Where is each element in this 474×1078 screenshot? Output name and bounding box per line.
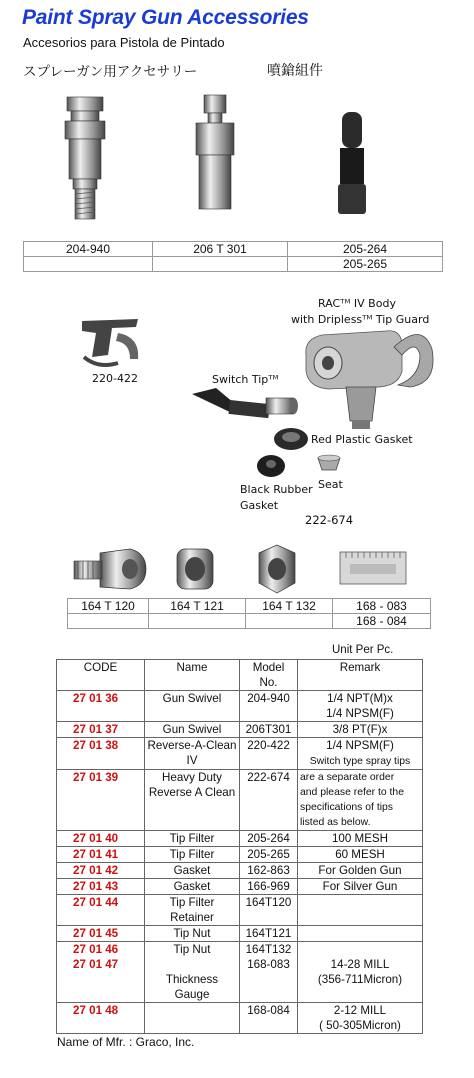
name-line: Reverse A Clean [148, 786, 236, 799]
tip-filter-retainer-image [70, 545, 150, 595]
table-row [57, 770, 423, 831]
remark-cell [298, 942, 423, 1003]
table-row [57, 847, 423, 863]
model-cell: 204-940 [240, 691, 298, 722]
remark-cell [298, 738, 423, 770]
part-number-cell [246, 614, 333, 629]
model-line: 168-083 [247, 958, 290, 971]
manufacturer-note: Name of Mfr. : Graco, Inc. [57, 1035, 195, 1049]
remark-cell: For Silver Gun [298, 879, 423, 895]
header-remark: Remark [298, 660, 423, 691]
table-row [57, 863, 423, 879]
table-row [57, 1003, 423, 1034]
model-cell [240, 942, 298, 1003]
table-row [57, 895, 423, 926]
unit-note: Unit Per Pc. [332, 644, 394, 656]
rac-body-label-1: RACᵀᴹ IV Body [318, 297, 396, 310]
code-line: 27 01 46 [73, 943, 119, 956]
header-code: CODE [57, 660, 145, 691]
page-title: Paint Spray Gun Accessories [22, 6, 309, 29]
remark-line: are a separate order [300, 772, 395, 783]
table-row [57, 879, 423, 895]
code-cell: 27 01 44 [57, 895, 145, 926]
remark-line: 1/4 NPSM(F) [326, 739, 394, 752]
top-part-numbers-table [23, 241, 443, 272]
remark-line: Switch type spray tips [309, 756, 411, 767]
name-line: Thickness Gauge [165, 973, 219, 1001]
remark-line: 1/4 NPSM(F) [326, 707, 394, 720]
spec-table [56, 659, 423, 1034]
model-cell: 206T301 [240, 722, 298, 738]
part-number-cell: 206 T 301 [153, 242, 288, 257]
name-cell: Tip Nut [145, 926, 240, 942]
part-number-cell: 204-940 [24, 242, 153, 257]
remark-line: (356-711Micron) [317, 973, 403, 986]
remark-cell: 100 MESH [298, 831, 423, 847]
model-cell: 205-265 [240, 847, 298, 863]
name-cell [145, 770, 240, 831]
code-cell: 27 01 41 [57, 847, 145, 863]
code-cell: 27 01 45 [57, 926, 145, 942]
name-cell: Tip Filter [145, 831, 240, 847]
remark-line: listed as below. [300, 817, 371, 828]
part-number-cell: 205-265 [288, 257, 443, 272]
name-line: Tip Nut [173, 943, 211, 956]
table-row [57, 831, 423, 847]
table-row [57, 926, 423, 942]
name-cell: Tip Filter [145, 847, 240, 863]
header-model-line1: Model [252, 661, 285, 674]
code-line: 27 01 47 [73, 958, 119, 971]
code-cell: 27 01 39 [57, 770, 145, 831]
remark-cell: 3/8 PT(F)x [298, 722, 423, 738]
remark-cell [298, 926, 423, 942]
black-gasket-label-2: Gasket [240, 499, 279, 512]
part-number-cell: 164 T 132 [246, 599, 333, 614]
switch-tip-label: Switch Tipᵀᴹ [212, 373, 279, 386]
remark-cell: For Golden Gun [298, 863, 423, 879]
model-cell: 168-084 [240, 1003, 298, 1034]
part-number-cell [153, 257, 288, 272]
clip-label: 220-422 [92, 372, 138, 385]
code-cell: 27 01 43 [57, 879, 145, 895]
table-header-row [57, 660, 423, 691]
gun-swivel-206t301-image [190, 95, 240, 215]
tip-nut-image [173, 545, 217, 595]
kit-label: 222-674 [305, 513, 354, 527]
model-cell: 164T120 [240, 895, 298, 926]
model-cell: 164T121 [240, 926, 298, 942]
part-number-cell: 205-264 [288, 242, 443, 257]
name-line: IV [186, 754, 198, 767]
name-line: Reverse-A-Clean [147, 739, 237, 752]
code-cell: 27 01 37 [57, 722, 145, 738]
model-cell: 162-863 [240, 863, 298, 879]
rac-iv-body-image [298, 325, 438, 435]
part-number-cell: 168 - 083 [333, 599, 431, 614]
code-cell: 27 01 38 [57, 738, 145, 770]
part-number-cell: 168 - 084 [333, 614, 431, 629]
black-gasket-label-1: Black Rubber [240, 483, 313, 496]
thickness-gauge-image [338, 548, 408, 588]
name-cell: Gasket [145, 863, 240, 879]
remark-cell: 60 MESH [298, 847, 423, 863]
name-cell: Gun Swivel [145, 691, 240, 722]
rac-body-label-2: with Driplessᵀᴹ Tip Guard [291, 313, 430, 326]
remark-line: and please refer to the [300, 787, 404, 798]
remark-cell [298, 691, 423, 722]
table-row [57, 722, 423, 738]
remark-cell [298, 1003, 423, 1034]
part-number-cell: 164 T 120 [68, 599, 149, 614]
black-rubber-gasket-image [255, 453, 287, 479]
part-number-cell [149, 614, 246, 629]
table-row [57, 738, 423, 770]
remark-cell [298, 895, 423, 926]
code-cell: 27 01 48 [57, 1003, 145, 1034]
part-number-cell [24, 257, 153, 272]
model-line: 164T132 [245, 943, 292, 956]
header-name: Name [145, 660, 240, 691]
code-cell: 27 01 40 [57, 831, 145, 847]
name-cell [145, 1003, 240, 1034]
gun-swivel-204-940-image [55, 95, 115, 225]
red-plastic-gasket-image [272, 425, 310, 453]
name-cell [145, 942, 240, 1003]
model-cell: 220-422 [240, 738, 298, 770]
remark-line: 14-28 MILL [330, 958, 390, 971]
remark-line: 2-12 MILL [333, 1004, 387, 1017]
table-row [57, 691, 423, 722]
header-model-line2: No. [259, 676, 278, 689]
name-line: Heavy Duty [162, 771, 222, 784]
page-subtitle-chinese: 噴鎗組件 [267, 63, 323, 79]
tip-filter-image [332, 112, 372, 222]
remark-line: ( 50-305Micron) [319, 1019, 401, 1032]
code-cell: 27 01 42 [57, 863, 145, 879]
part-number-cell [68, 614, 149, 629]
page-subtitle-spanish: Accesorios para Pistola de Pintado [23, 35, 225, 50]
name-cell: Tip Filter Retainer [145, 895, 240, 926]
code-cell: 27 01 36 [57, 691, 145, 722]
model-cell: 205-264 [240, 831, 298, 847]
model-cell: 166-969 [240, 879, 298, 895]
header-model [240, 660, 298, 691]
part-number-cell: 164 T 121 [149, 599, 246, 614]
page-subtitle-japanese: スプレーガン用アクセサリー [23, 64, 198, 80]
name-cell [145, 738, 240, 770]
table-row [57, 942, 423, 1003]
remark-line: specifications of tips [300, 802, 393, 813]
seat-label: Seat [318, 478, 343, 491]
name-cell: Gasket [145, 879, 240, 895]
model-cell: 222-674 [240, 770, 298, 831]
name-cell: Gun Swivel [145, 722, 240, 738]
remark-line: 1/4 NPT(M)x [327, 692, 393, 705]
code-cell [57, 942, 145, 1003]
remark-cell [298, 770, 423, 831]
seat-image [316, 454, 342, 474]
reverse-a-clean-clip-image [78, 313, 148, 369]
red-gasket-label: Red Plastic Gasket [311, 433, 413, 446]
bottom-part-numbers-table [67, 598, 431, 629]
tip-nut-164t132-image [253, 543, 301, 595]
